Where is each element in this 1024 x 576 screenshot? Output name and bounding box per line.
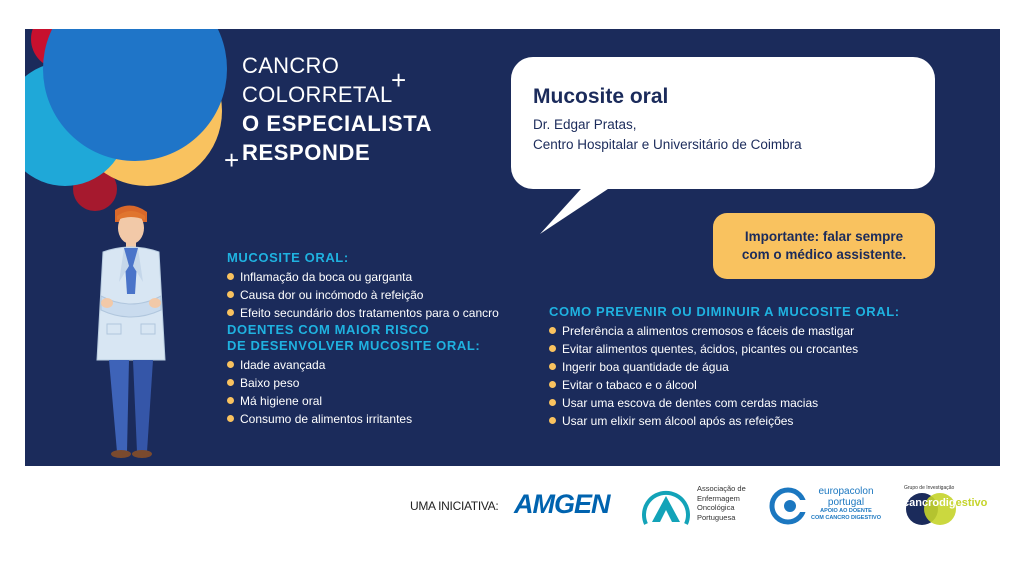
list-item: Usar uma escova de dentes com cerdas macias: [549, 394, 969, 412]
europacolon-logo-text: [811, 486, 881, 522]
list-item: Má higiene oral: [227, 392, 527, 410]
aeop-line: Enfermagem: [697, 493, 740, 503]
epc-sub-line: APOIO AO DOENTE: [820, 508, 872, 514]
section-title-mucosite: MUCOSITE ORAL:: [227, 250, 349, 265]
section-title-prevention: COMO PREVENIR OU DIMINUIR A MUCOSITE ORAL:: [549, 304, 900, 319]
list-item: Preferência a alimentos cremosos e fáceis de mastigar: [549, 322, 969, 340]
note-line1: Importante: falar sempre: [744, 229, 904, 244]
list-item: Baixo peso: [227, 374, 527, 392]
aeop-line: Oncológica: [697, 503, 735, 512]
epc-sub-line: COM CANCRO DIGESTIVO: [811, 515, 881, 521]
prevention-list: [549, 322, 969, 430]
right-column: [549, 304, 969, 430]
epc-line: portugal: [827, 497, 865, 508]
list-item: Causa dor ou incómodo à refeição: [227, 286, 527, 304]
section-title-risk-line1: DOENTES COM MAIOR RISCO: [227, 322, 430, 337]
cd-logo-part: estivo: [955, 497, 988, 509]
infographic-panel: [25, 29, 1000, 466]
headline-line4: RESPONDE: [242, 140, 371, 165]
cancro-digestivo-logo: [903, 497, 987, 509]
list-item: Efeito secundário dos tratamentos para o cancro: [227, 304, 527, 322]
list-item: Consumo de alimentos irritantes: [227, 410, 527, 428]
left-column: [227, 250, 527, 428]
list-item: Inflamação da boca ou garganta: [227, 268, 527, 286]
cd-logo-part: cancro: [903, 497, 940, 509]
bubble-institution: Centro Hospitalar e Universitário de Coimbra: [533, 137, 802, 152]
list-item: Usar um elixir sem álcool após as refeições: [549, 412, 969, 430]
headline-line2: COLORRETAL: [242, 82, 393, 107]
europacolon-logo-icon: [768, 486, 808, 526]
plus-icon: +: [391, 65, 407, 95]
list-item: Evitar o tabaco e o álcool: [549, 376, 969, 394]
headline-line1: CANCRO: [242, 53, 340, 78]
initiative-label: UMA INICIATIVA:: [410, 499, 499, 513]
list-item: Idade avançada: [227, 356, 527, 374]
bubble-title: Mucosite oral: [533, 85, 669, 108]
epc-line: europacolon: [818, 486, 874, 497]
aeop-logo-text: [697, 484, 746, 522]
speech-bubble-content: [533, 85, 802, 155]
symptom-list: [227, 268, 527, 322]
cancro-digestivo-caption: Grupo de Investigação: [904, 485, 955, 491]
cd-logo-part: dig: [939, 497, 956, 509]
aeop-line: Portuguesa: [697, 512, 736, 522]
list-item: Ingerir boa quantidade de água: [549, 358, 969, 376]
aeop-logo-icon: [642, 484, 690, 526]
doctor-illustration: [91, 204, 171, 460]
important-note: [713, 213, 935, 279]
bubble-author: Dr. Edgar Pratas,: [533, 117, 637, 132]
note-line2: com o médico assistente.: [741, 247, 907, 262]
section-title-risk-line2: DE DESENVOLVER MUCOSITE ORAL:: [227, 338, 481, 353]
risk-list: [227, 356, 527, 428]
headline-line3: O ESPECIALISTA: [242, 111, 433, 136]
list-item: Evitar alimentos quentes, ácidos, picantes ou crocantes: [549, 340, 969, 358]
amgen-logo: AMGEN: [514, 489, 610, 519]
plus-icon: +: [224, 145, 240, 175]
aeop-line: Associação de: [697, 484, 746, 493]
